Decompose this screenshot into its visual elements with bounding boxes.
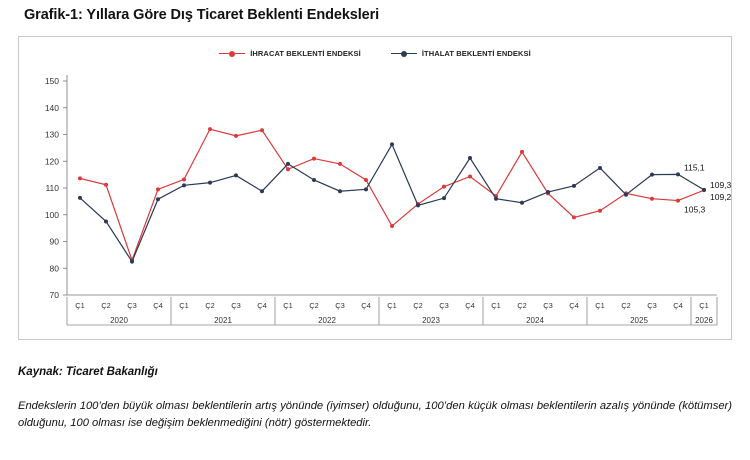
svg-text:Ç4: Ç4 bbox=[465, 301, 475, 310]
svg-text:Ç3: Ç3 bbox=[335, 301, 345, 310]
page-title: Grafik-1: Yıllara Göre Dış Ticaret Beklenti Endeksleri bbox=[24, 7, 380, 23]
svg-text:2026: 2026 bbox=[695, 316, 713, 325]
svg-text:Ç1: Ç1 bbox=[491, 301, 501, 310]
svg-text:105,3: 105,3 bbox=[684, 204, 706, 215]
svg-text:Ç2: Ç2 bbox=[309, 301, 319, 310]
svg-text:Ç1: Ç1 bbox=[283, 301, 293, 310]
svg-text:Ç2: Ç2 bbox=[517, 301, 527, 310]
source-note: Kaynak: Ticaret Bakanlığı bbox=[18, 366, 158, 378]
legend-label-export: İHRACAT BEKLENTİ ENDEKSİ bbox=[250, 49, 361, 58]
svg-text:Ç3: Ç3 bbox=[543, 301, 553, 310]
legend-label-import: İTHALAT BEKLENTİ ENDEKSİ bbox=[421, 49, 531, 58]
svg-text:2020: 2020 bbox=[110, 316, 128, 325]
svg-text:Ç3: Ç3 bbox=[127, 301, 137, 310]
svg-text:109,3: 109,3 bbox=[710, 179, 732, 190]
svg-text:80: 80 bbox=[49, 263, 59, 274]
chart-container bbox=[18, 36, 732, 340]
svg-text:Ç3: Ç3 bbox=[647, 301, 657, 310]
svg-text:110: 110 bbox=[45, 183, 59, 193]
svg-text:Ç1: Ç1 bbox=[387, 301, 397, 310]
svg-text:109,2: 109,2 bbox=[710, 192, 732, 203]
svg-text:130: 130 bbox=[44, 129, 59, 140]
svg-text:2023: 2023 bbox=[422, 316, 440, 325]
svg-text:Ç1: Ç1 bbox=[179, 301, 189, 310]
svg-text:Ç2: Ç2 bbox=[413, 301, 423, 310]
plot-area bbox=[19, 37, 733, 341]
svg-text:70: 70 bbox=[49, 290, 59, 300]
svg-text:Ç4: Ç4 bbox=[153, 301, 163, 310]
svg-text:Ç1: Ç1 bbox=[595, 301, 605, 310]
explanatory-note: Endekslerin 100’den büyük olması beklentilerin artış yönünde (iyimser) olduğunu, 100’den küçük olması beklentilerin azalış yönünde (kötümser) olduğunu, 100 olması ise değişim beklenmediğini (nötr) göstermektedir. bbox=[18, 400, 732, 430]
svg-text:2021: 2021 bbox=[214, 316, 232, 325]
svg-text:Ç1: Ç1 bbox=[75, 301, 85, 310]
svg-text:Ç4: Ç4 bbox=[673, 301, 683, 310]
svg-text:Ç4: Ç4 bbox=[569, 301, 579, 310]
svg-text:Ç3: Ç3 bbox=[439, 301, 449, 310]
svg-text:90: 90 bbox=[49, 236, 59, 247]
svg-text:150: 150 bbox=[44, 76, 59, 86]
svg-text:Ç3: Ç3 bbox=[231, 301, 241, 310]
svg-text:2024: 2024 bbox=[526, 316, 544, 325]
svg-text:Ç2: Ç2 bbox=[101, 301, 111, 310]
svg-text:2022: 2022 bbox=[318, 316, 336, 325]
svg-text:115,1: 115,1 bbox=[684, 162, 705, 173]
chart-svg bbox=[19, 37, 733, 341]
svg-text:Ç2: Ç2 bbox=[621, 301, 631, 310]
svg-text:2025: 2025 bbox=[630, 316, 648, 325]
svg-text:Ç4: Ç4 bbox=[361, 301, 371, 310]
svg-text:100: 100 bbox=[44, 209, 59, 220]
svg-text:Ç1: Ç1 bbox=[699, 301, 709, 310]
svg-text:Ç4: Ç4 bbox=[257, 301, 267, 310]
svg-text:Ç2: Ç2 bbox=[205, 301, 215, 310]
svg-text:120: 120 bbox=[44, 156, 59, 167]
svg-text:140: 140 bbox=[44, 102, 59, 113]
